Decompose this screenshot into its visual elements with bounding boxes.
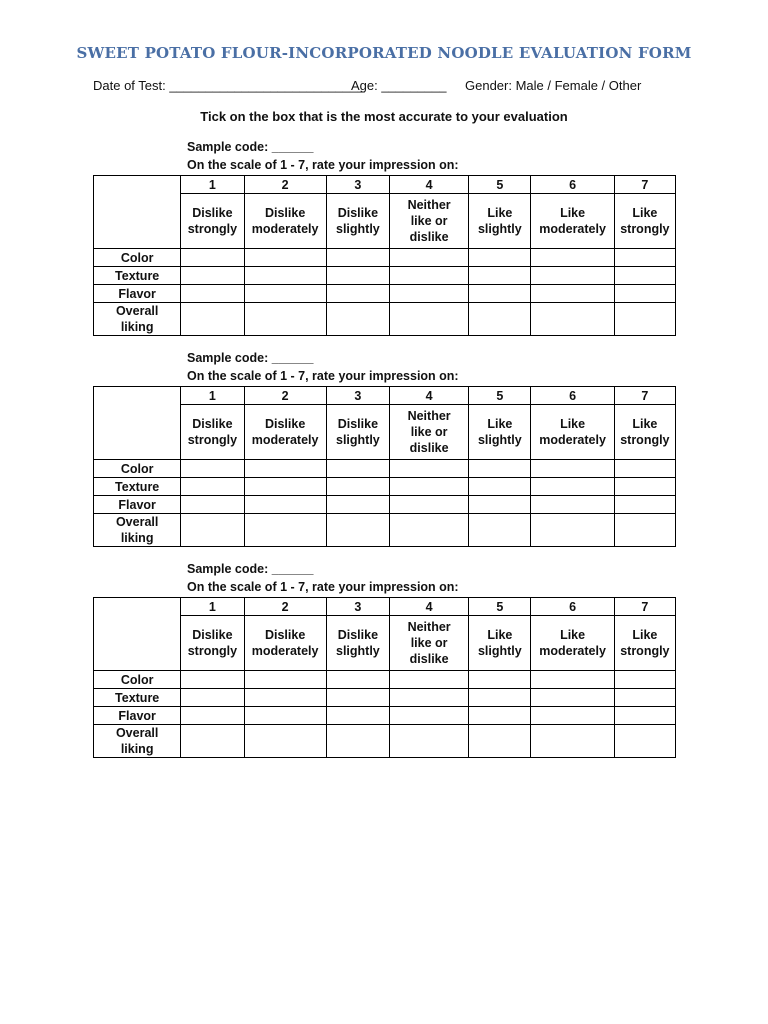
- rating-checkbox-cell[interactable]: [531, 707, 614, 725]
- rating-checkbox-cell[interactable]: [469, 460, 531, 478]
- scale-number: 1: [181, 176, 244, 194]
- rating-checkbox-cell[interactable]: [326, 725, 389, 758]
- scale-number: 2: [244, 598, 326, 616]
- rating-checkbox-cell[interactable]: [614, 514, 675, 547]
- scale-number: 3: [326, 176, 389, 194]
- attribute-label-line: Texture: [115, 268, 160, 283]
- rating-checkbox-cell[interactable]: [531, 496, 614, 514]
- scale-label-line: strongly: [620, 433, 670, 447]
- scale-label-line: moderately: [539, 433, 606, 447]
- scale-label-line: Neither: [407, 198, 451, 212]
- scale-label: [389, 616, 468, 671]
- attribute-label: [94, 267, 181, 285]
- rating-checkbox-cell[interactable]: [181, 707, 244, 725]
- table-row: [94, 267, 676, 285]
- scale-label-line: Like: [560, 417, 586, 431]
- scale-label-line: dislike: [409, 230, 449, 244]
- rating-checkbox-cell[interactable]: [181, 496, 244, 514]
- table-row: [94, 478, 676, 496]
- scale-number: 4: [389, 176, 468, 194]
- table-row: [94, 689, 676, 707]
- attribute-label: [94, 285, 181, 303]
- rating-checkbox-cell[interactable]: [614, 249, 675, 267]
- attribute-label: [94, 725, 181, 758]
- rating-checkbox-cell[interactable]: [389, 725, 468, 758]
- attribute-label-line: liking: [120, 320, 154, 334]
- header-corner-cell: [94, 176, 181, 249]
- sample-code-field[interactable]: Sample code: ______: [187, 140, 314, 154]
- scale-label-line: Neither: [407, 620, 451, 634]
- table-row: [94, 285, 676, 303]
- rating-checkbox-cell[interactable]: [244, 496, 326, 514]
- scale-label-line: strongly: [620, 222, 670, 236]
- scale-label: [181, 405, 244, 460]
- rating-checkbox-cell[interactable]: [389, 460, 468, 478]
- attribute-label: [94, 707, 181, 725]
- rating-checkbox-cell[interactable]: [244, 478, 326, 496]
- scale-label-line: Like: [632, 628, 658, 642]
- scale-label-line: Dislike: [192, 417, 233, 431]
- table-row: [94, 460, 676, 478]
- scale-label-line: strongly: [187, 222, 238, 236]
- scale-label-line: Dislike: [264, 417, 306, 431]
- rating-checkbox-cell[interactable]: [389, 689, 468, 707]
- rating-checkbox-cell[interactable]: [181, 460, 244, 478]
- attribute-label: [94, 689, 181, 707]
- attribute-label: [94, 460, 181, 478]
- scale-number: 7: [614, 387, 675, 405]
- scale-label-line: Dislike: [337, 628, 379, 642]
- rating-checkbox-cell[interactable]: [181, 267, 244, 285]
- scale-label: [326, 616, 389, 671]
- scale-number: 6: [531, 387, 614, 405]
- scale-label-line: Dislike: [192, 628, 233, 642]
- rating-checkbox-cell[interactable]: [614, 707, 675, 725]
- rating-checkbox-cell[interactable]: [389, 707, 468, 725]
- rating-checkbox-cell[interactable]: [531, 267, 614, 285]
- scale-label-line: moderately: [539, 222, 606, 236]
- rating-checkbox-cell[interactable]: [469, 285, 531, 303]
- scale-label: [389, 405, 468, 460]
- rating-checkbox-cell[interactable]: [181, 478, 244, 496]
- gender-field[interactable]: Gender: Male / Female / Other: [465, 78, 642, 93]
- scale-label: [614, 616, 675, 671]
- rating-checkbox-cell[interactable]: [244, 671, 326, 689]
- rating-checkbox-cell[interactable]: [614, 496, 675, 514]
- rating-checkbox-cell[interactable]: [181, 514, 244, 547]
- scale-label-line: like or: [410, 425, 448, 439]
- rating-checkbox-cell[interactable]: [469, 514, 531, 547]
- rating-checkbox-cell[interactable]: [326, 460, 389, 478]
- scale-label: [181, 194, 244, 249]
- scale-label-line: moderately: [251, 222, 319, 236]
- table-row: [94, 514, 676, 547]
- scale-number: 7: [614, 598, 675, 616]
- scale-number: 1: [181, 598, 244, 616]
- attribute-label: [94, 496, 181, 514]
- scale-label-line: Like: [560, 206, 586, 220]
- scale-number: 7: [614, 176, 675, 194]
- scale-instruction: On the scale of 1 - 7, rate your impression on:: [187, 580, 459, 594]
- rating-checkbox-cell[interactable]: [389, 267, 468, 285]
- rating-checkbox-cell[interactable]: [326, 303, 389, 336]
- rating-checkbox-cell[interactable]: [531, 689, 614, 707]
- header-corner-cell: [94, 598, 181, 671]
- scale-label-line: like or: [410, 636, 448, 650]
- form-title: SWEET POTATO FLOUR-INCORPORATED NOODLE EVALUATION FORM: [76, 44, 692, 62]
- scale-label-line: Dislike: [264, 206, 306, 220]
- rating-checkbox-cell[interactable]: [326, 514, 389, 547]
- table-row: [94, 249, 676, 267]
- attribute-label: [94, 478, 181, 496]
- scale-number: 3: [326, 598, 389, 616]
- scale-label-line: Like: [487, 206, 513, 220]
- rating-checkbox-cell[interactable]: [181, 303, 244, 336]
- table-row: [94, 496, 676, 514]
- rating-checkbox-cell[interactable]: [326, 267, 389, 285]
- attribute-label-line: Overall: [115, 304, 159, 318]
- rating-checkbox-cell[interactable]: [181, 725, 244, 758]
- scale-label-line: Neither: [407, 409, 451, 423]
- scale-number: 3: [326, 387, 389, 405]
- scale-label: [531, 405, 614, 460]
- scale-label-line: strongly: [187, 644, 238, 658]
- rating-checkbox-cell[interactable]: [181, 671, 244, 689]
- table-row: [94, 671, 676, 689]
- rating-checkbox-cell[interactable]: [244, 303, 326, 336]
- rating-checkbox-cell[interactable]: [326, 496, 389, 514]
- table-row: [94, 707, 676, 725]
- scale-label: [469, 405, 531, 460]
- scale-label-line: Dislike: [192, 206, 233, 220]
- scale-label-line: Like: [487, 417, 513, 431]
- rating-checkbox-cell[interactable]: [181, 249, 244, 267]
- rating-checkbox-cell[interactable]: [326, 285, 389, 303]
- rating-checkbox-cell[interactable]: [326, 249, 389, 267]
- scale-number: 6: [531, 598, 614, 616]
- rating-checkbox-cell[interactable]: [614, 460, 675, 478]
- rating-checkbox-cell[interactable]: [531, 514, 614, 547]
- rating-checkbox-cell[interactable]: [469, 725, 531, 758]
- rating-checkbox-cell[interactable]: [326, 707, 389, 725]
- scale-number: 4: [389, 387, 468, 405]
- scale-label-line: Dislike: [264, 628, 306, 642]
- scale-number: 6: [531, 176, 614, 194]
- rating-checkbox-cell[interactable]: [469, 496, 531, 514]
- scale-label-line: strongly: [620, 644, 670, 658]
- rating-checkbox-cell[interactable]: [614, 285, 675, 303]
- scale-label: [531, 194, 614, 249]
- attribute-label-line: Flavor: [118, 708, 156, 723]
- scale-instruction: On the scale of 1 - 7, rate your impression on:: [187, 158, 459, 172]
- scale-label: [181, 616, 244, 671]
- attribute-label: [94, 303, 181, 336]
- scale-number: 5: [469, 598, 531, 616]
- rating-checkbox-cell[interactable]: [244, 267, 326, 285]
- scale-label-line: dislike: [409, 652, 449, 666]
- attribute-label-line: Color: [120, 250, 154, 265]
- rating-checkbox-cell[interactable]: [389, 671, 468, 689]
- rating-table: [93, 386, 676, 547]
- rating-checkbox-cell[interactable]: [614, 725, 675, 758]
- scale-label-line: moderately: [251, 433, 319, 447]
- scale-label-line: slightly: [336, 644, 380, 658]
- scale-label: [326, 194, 389, 249]
- rating-table: [93, 597, 676, 758]
- rating-checkbox-cell[interactable]: [244, 285, 326, 303]
- attribute-label-line: Texture: [115, 690, 160, 705]
- instruction-text: Tick on the box that is the most accurate to your evaluation: [200, 109, 568, 124]
- scale-instruction: On the scale of 1 - 7, rate your impression on:: [187, 369, 459, 383]
- scale-label: [531, 616, 614, 671]
- rating-checkbox-cell[interactable]: [244, 514, 326, 547]
- rating-checkbox-cell[interactable]: [531, 303, 614, 336]
- attribute-label-line: Color: [120, 672, 154, 687]
- scale-label: [469, 616, 531, 671]
- attribute-label-line: Color: [120, 461, 154, 476]
- attribute-label-line: Flavor: [118, 286, 156, 301]
- rating-checkbox-cell[interactable]: [469, 267, 531, 285]
- scale-label-line: Like: [487, 628, 513, 642]
- attribute-label-line: liking: [120, 531, 154, 545]
- rating-checkbox-cell[interactable]: [614, 689, 675, 707]
- table-row: [94, 303, 676, 336]
- scale-label-line: slightly: [336, 433, 380, 447]
- rating-checkbox-cell[interactable]: [389, 285, 468, 303]
- scale-label-line: slightly: [477, 433, 522, 447]
- scale-label-line: slightly: [336, 222, 380, 236]
- sample-code-field[interactable]: Sample code: ______: [187, 562, 314, 576]
- rating-checkbox-cell[interactable]: [469, 303, 531, 336]
- rating-table: [93, 175, 676, 336]
- attribute-label-line: Overall: [115, 515, 159, 529]
- attribute-label: [94, 671, 181, 689]
- scale-label-line: like or: [410, 214, 448, 228]
- attribute-label-line: Texture: [115, 479, 160, 494]
- header-corner-cell: [94, 387, 181, 460]
- scale-label: [244, 616, 326, 671]
- rating-checkbox-cell[interactable]: [244, 707, 326, 725]
- rating-checkbox-cell[interactable]: [531, 285, 614, 303]
- rating-checkbox-cell[interactable]: [389, 249, 468, 267]
- sample-code-field[interactable]: Sample code: ______: [187, 351, 314, 365]
- scale-label-line: moderately: [251, 644, 319, 658]
- rating-checkbox-cell[interactable]: [326, 671, 389, 689]
- rating-checkbox-cell[interactable]: [614, 478, 675, 496]
- rating-checkbox-cell[interactable]: [181, 689, 244, 707]
- scale-label: [614, 405, 675, 460]
- scale-label: [244, 194, 326, 249]
- rating-checkbox-cell[interactable]: [469, 249, 531, 267]
- scale-label: [389, 194, 468, 249]
- scale-label: [469, 194, 531, 249]
- attribute-label-line: Overall: [115, 726, 159, 740]
- rating-checkbox-cell[interactable]: [531, 478, 614, 496]
- date-of-test-field[interactable]: Date of Test: ___________________________: [93, 78, 365, 93]
- scale-label-line: Dislike: [337, 206, 379, 220]
- scale-number: 4: [389, 598, 468, 616]
- scale-label-line: dislike: [409, 441, 449, 455]
- scale-label: [244, 405, 326, 460]
- rating-checkbox-cell[interactable]: [244, 689, 326, 707]
- rating-checkbox-cell[interactable]: [531, 249, 614, 267]
- rating-checkbox-cell[interactable]: [389, 303, 468, 336]
- rating-checkbox-cell[interactable]: [614, 671, 675, 689]
- rating-checkbox-cell[interactable]: [531, 671, 614, 689]
- attribute-label: [94, 514, 181, 547]
- age-field[interactable]: Age: _________: [351, 78, 447, 93]
- rating-checkbox-cell[interactable]: [469, 478, 531, 496]
- scale-label-line: slightly: [477, 222, 522, 236]
- attribute-label: [94, 249, 181, 267]
- table-row: [94, 725, 676, 758]
- attribute-label-line: Flavor: [118, 497, 156, 512]
- scale-number: 5: [469, 176, 531, 194]
- rating-checkbox-cell[interactable]: [531, 725, 614, 758]
- scale-label-line: Like: [632, 206, 658, 220]
- scale-label-line: Dislike: [337, 417, 379, 431]
- scale-label-line: Like: [632, 417, 658, 431]
- scale-number: 1: [181, 387, 244, 405]
- scale-number: 2: [244, 176, 326, 194]
- scale-label: [614, 194, 675, 249]
- rating-checkbox-cell[interactable]: [614, 303, 675, 336]
- scale-label: [326, 405, 389, 460]
- scale-label-line: moderately: [539, 644, 606, 658]
- scale-number: 2: [244, 387, 326, 405]
- scale-label-line: strongly: [187, 433, 238, 447]
- rating-checkbox-cell[interactable]: [469, 707, 531, 725]
- rating-checkbox-cell[interactable]: [469, 689, 531, 707]
- rating-checkbox-cell[interactable]: [389, 514, 468, 547]
- rating-checkbox-cell[interactable]: [244, 725, 326, 758]
- rating-checkbox-cell[interactable]: [244, 460, 326, 478]
- scale-label-line: Like: [560, 628, 586, 642]
- rating-checkbox-cell[interactable]: [614, 267, 675, 285]
- rating-checkbox-cell[interactable]: [389, 496, 468, 514]
- rating-checkbox-cell[interactable]: [244, 249, 326, 267]
- rating-checkbox-cell[interactable]: [469, 671, 531, 689]
- scale-number: 5: [469, 387, 531, 405]
- rating-checkbox-cell[interactable]: [181, 285, 244, 303]
- rating-checkbox-cell[interactable]: [531, 460, 614, 478]
- rating-checkbox-cell[interactable]: [389, 478, 468, 496]
- rating-checkbox-cell[interactable]: [326, 478, 389, 496]
- attribute-label-line: liking: [120, 742, 154, 756]
- scale-label-line: slightly: [477, 644, 522, 658]
- rating-checkbox-cell[interactable]: [326, 689, 389, 707]
